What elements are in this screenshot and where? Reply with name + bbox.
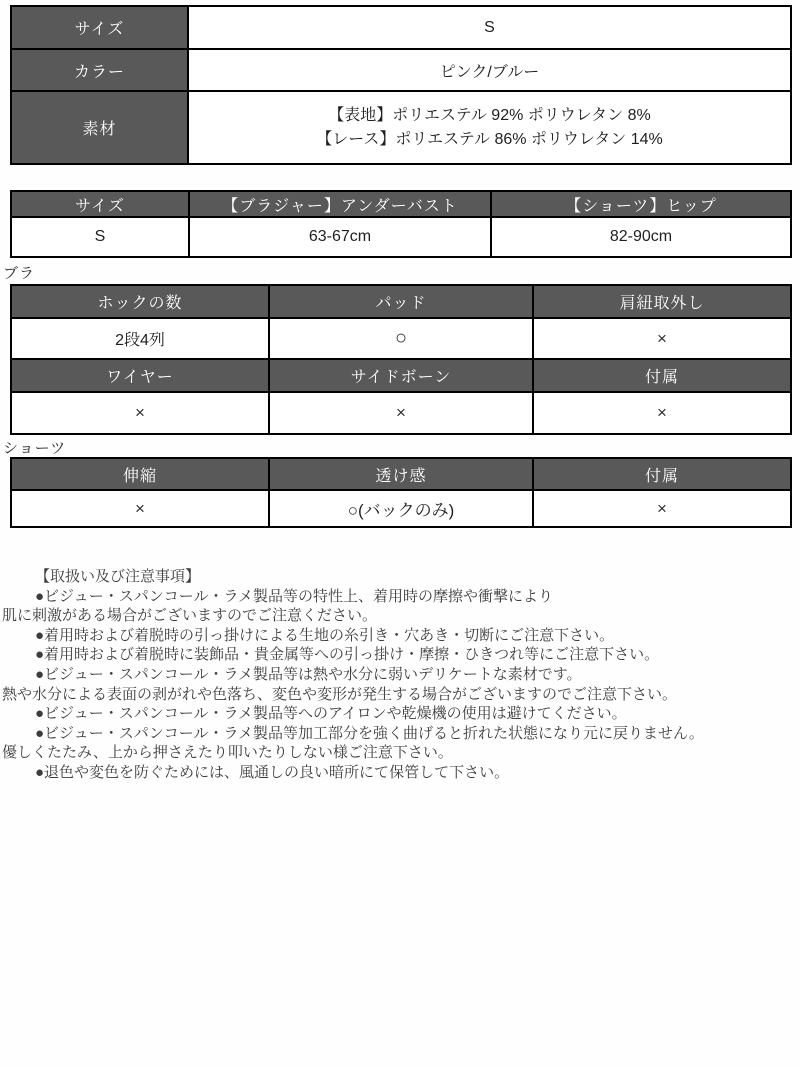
measure-header-hip: 【ショーツ】ヒップ bbox=[491, 191, 791, 217]
note-line: ●ビジュー・スパンコール・ラメ製品等の特性上、着用時の摩擦や衝撃により bbox=[35, 587, 554, 605]
shorts-value-accessory: × bbox=[533, 490, 791, 527]
bra-section-label: ブラ bbox=[3, 265, 36, 282]
note-line: ●着用時および着脱時に装飾品・貴金属等への引っ掛け・摩擦・ひきつれ等にご注意下さい。 bbox=[35, 646, 660, 664]
bra-header-side-bone: サイドボーン bbox=[269, 359, 533, 392]
attr-value-material bbox=[188, 91, 791, 164]
attr-value-size: S bbox=[188, 6, 791, 49]
shorts-value-stretch: × bbox=[11, 490, 269, 527]
measure-value-underbust: 63-67cm bbox=[189, 217, 491, 257]
bra-value-hook-count: 2段4列 bbox=[11, 318, 269, 359]
bra-header-strap-removable: 肩紐取外し bbox=[533, 285, 791, 318]
note-line: ●退色や変色を防ぐためには、風通しの良い暗所にて保管して下さい。 bbox=[35, 763, 510, 781]
shorts-header-accessory: 付属 bbox=[533, 458, 791, 490]
measure-value-size: S bbox=[11, 217, 189, 257]
bra-value-pad: ○ bbox=[269, 318, 533, 359]
note-line: ●ビジュー・スパンコール・ラメ製品等は熱や水分に弱いデリケートな素材です。 bbox=[35, 665, 582, 683]
product-attributes-table bbox=[10, 5, 792, 165]
bra-value-side-bone: × bbox=[269, 392, 533, 434]
shorts-header-stretch: 伸縮 bbox=[11, 458, 269, 490]
bra-header-hook-count: ホックの数 bbox=[11, 285, 269, 318]
bra-value-wire: × bbox=[11, 392, 269, 434]
material-lace-fabric: 【レース】ポリエステル 86% ポリウレタン 14% bbox=[316, 130, 663, 148]
attr-label-size: サイズ bbox=[11, 6, 188, 49]
note-line: 優しくたたみ、上から押さえたり叩いたりしない様ご注意下さい。 bbox=[2, 744, 453, 762]
note-line: 肌に刺激がある場合がございますのでご注意ください。 bbox=[2, 607, 378, 625]
handling-notes-title: 【取扱い及び注意事項】 bbox=[35, 568, 201, 585]
measure-header-size: サイズ bbox=[11, 191, 189, 217]
attr-label-color: カラー bbox=[11, 49, 188, 91]
shorts-value-sheerness: ○(バックのみ) bbox=[269, 490, 533, 527]
bra-value-accessory: × bbox=[533, 392, 791, 434]
attr-value-color: ピンク/ブルー bbox=[188, 49, 791, 91]
handling-notes bbox=[0, 567, 800, 783]
bra-header-accessory: 付属 bbox=[533, 359, 791, 392]
bra-header-wire: ワイヤー bbox=[11, 359, 269, 392]
bra-header-pad: パッド bbox=[269, 285, 533, 318]
size-measurement-table bbox=[10, 190, 792, 258]
attr-label-material: 素材 bbox=[11, 91, 188, 164]
measure-header-underbust: 【ブラジャー】アンダーバスト bbox=[189, 191, 491, 217]
measure-value-hip: 82-90cm bbox=[491, 217, 791, 257]
shorts-section-label: ショーツ bbox=[3, 440, 67, 457]
shorts-header-sheerness: 透け感 bbox=[269, 458, 533, 490]
bra-value-strap-removable: × bbox=[533, 318, 791, 359]
note-line: ●ビジュー・スパンコール・ラメ製品等加工部分を強く曲げると折れた状態になり元に戻りません。 bbox=[35, 724, 704, 742]
bra-details-table bbox=[10, 284, 792, 435]
note-line: ●ビジュー・スパンコール・ラメ製品等へのアイロンや乾燥機の使用は避けてください。 bbox=[35, 705, 627, 723]
note-line: 熱や水分による表面の剥がれや色落ち、変色や変形が発生する場合がございますのでご注意下さい。 bbox=[2, 685, 678, 703]
note-line: ●着用時および着脱時の引っ掛けによる生地の糸引き・穴あき・切断にご注意下さい。 bbox=[35, 626, 615, 644]
shorts-details-table bbox=[10, 457, 792, 528]
material-outer-fabric: 【表地】ポリエステル 92% ポリウレタン 8% bbox=[328, 106, 651, 124]
